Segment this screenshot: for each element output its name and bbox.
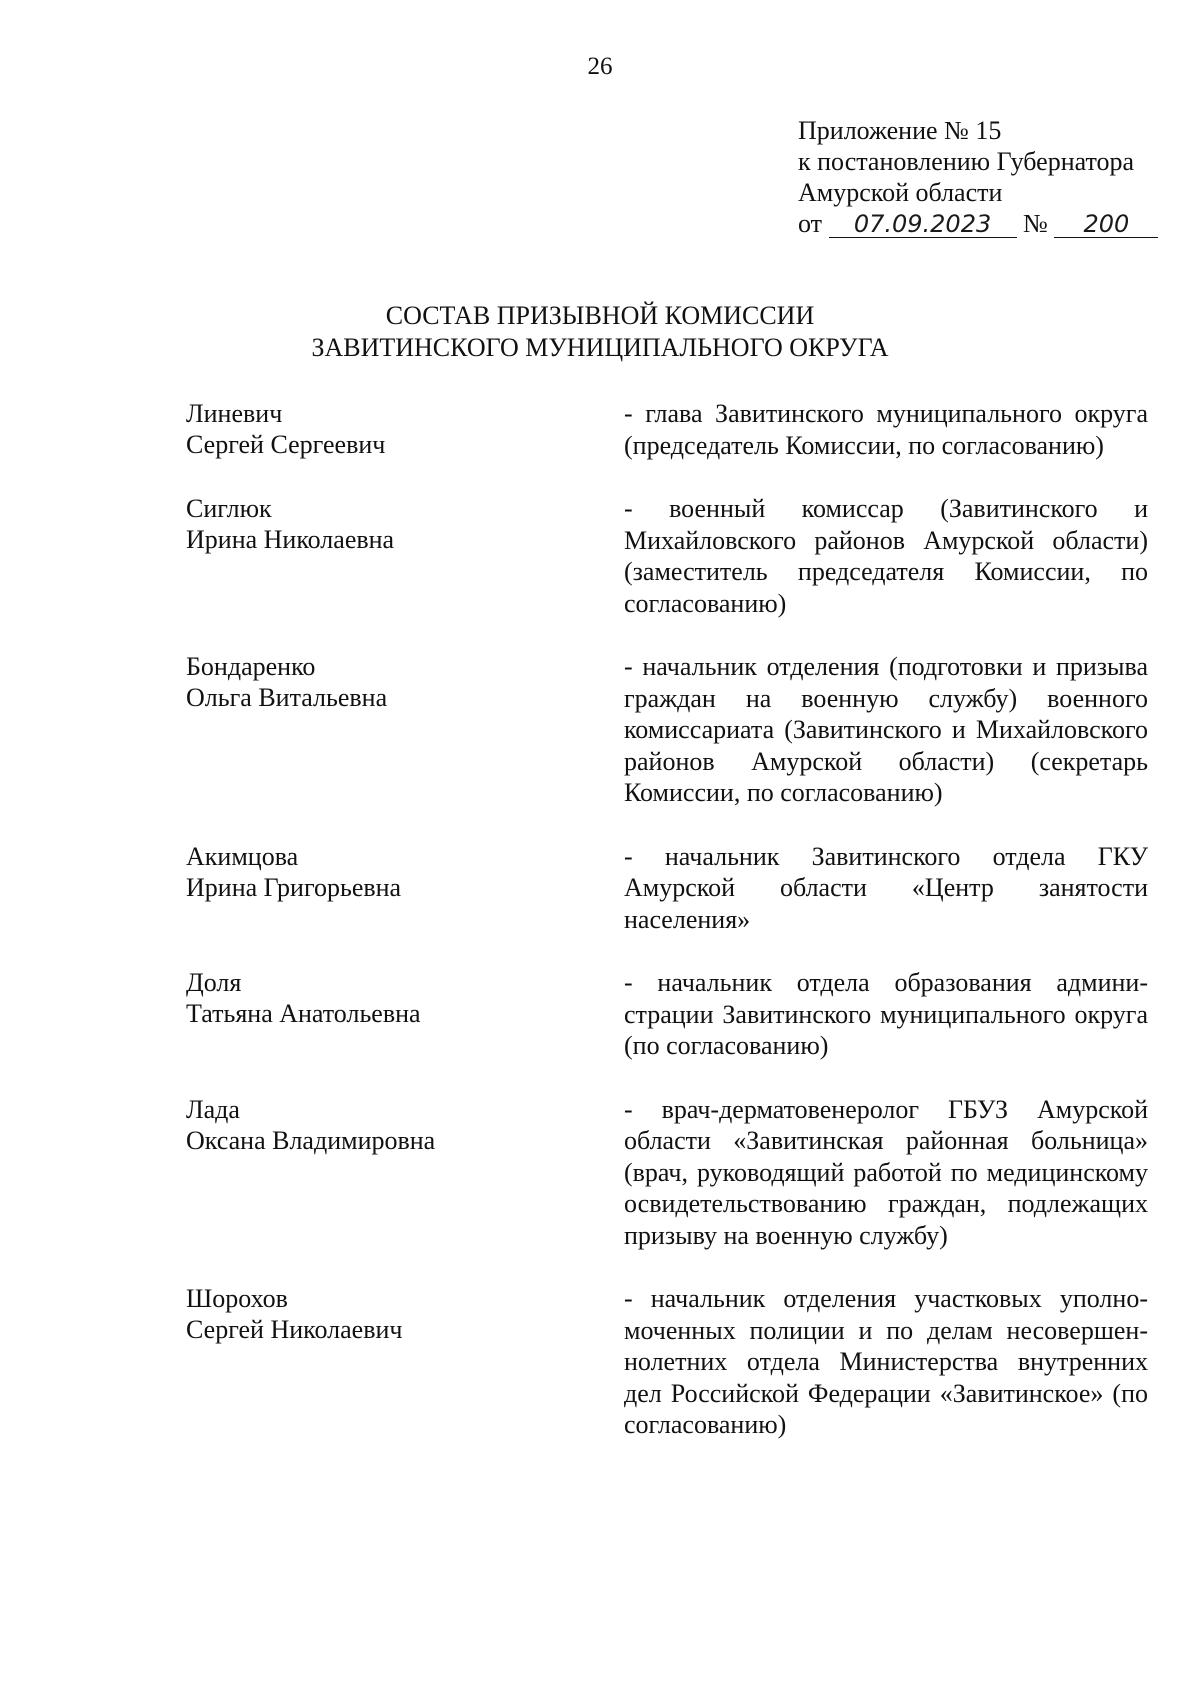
member-surname: Акимцова (186, 841, 299, 871)
from-label: от (798, 209, 823, 238)
member-given-name: Сергей Николаевич (186, 1315, 403, 1344)
appendix-date-number-row (798, 208, 1158, 239)
member-surname: Бондаренко (186, 652, 316, 681)
appendix-header (798, 115, 1158, 239)
member-entry (186, 1094, 1148, 1252)
member-name (186, 493, 624, 619)
member-given-name: Ирина Николаевна (186, 525, 395, 554)
member-role: - начальник Завитинского отдела ГКУ Амурской области «Центр занятости населения» (624, 841, 1148, 934)
member-role: - военный комиссар (Завитинского и Михайловского районов Амурской области) (заместитель председателя Комиссии, по согласованию) (624, 494, 1148, 618)
appendix-line-1: Приложение № 15 (798, 116, 1002, 145)
member-entry (186, 841, 1148, 936)
member-surname: Лада (186, 1094, 240, 1124)
member-name (186, 398, 624, 461)
member-name (186, 967, 624, 1062)
member-entry (186, 1283, 1148, 1441)
member-entry (186, 398, 1148, 461)
title-line-1: СОСТАВ ПРИЗЫВНОЙ КОМИССИИ (385, 301, 815, 330)
member-given-name: Сергей Сергеевич (186, 430, 386, 459)
member-given-name: Ольга Витальевна (186, 683, 388, 712)
handwritten-number: 200 (1054, 211, 1158, 238)
member-surname: Сиглюк (186, 494, 272, 523)
number-label: № (1023, 209, 1048, 238)
member-entry (186, 493, 1148, 619)
member-given-name: Ирина Григорьевна (186, 872, 402, 902)
member-surname: Линевич (186, 399, 283, 428)
document-title (0, 300, 1200, 364)
member-name (186, 1283, 624, 1441)
member-given-name: Оксана Владимировна (186, 1125, 436, 1155)
member-entry (186, 967, 1148, 1062)
member-given-name: Татьяна Анатольевна (186, 999, 421, 1028)
appendix-line-2: к постановлению Губернатора (798, 147, 1135, 176)
member-role: - глава Завитинского муниципального округа (председатель Комиссии, по согласованию) (624, 399, 1148, 460)
member-name (186, 1094, 624, 1252)
member-surname: Шорохов (186, 1284, 288, 1313)
member-name (186, 841, 624, 936)
member-role: - начальник отдела образования администрации Завитинского муниципального округа (по согласованию) (624, 968, 1148, 1060)
commission-members-list (186, 398, 1148, 1473)
handwritten-date: 07.09.2023 (829, 211, 1017, 238)
page-number: 26 (587, 53, 613, 80)
member-entry (186, 651, 1148, 809)
appendix-line-3: Амурской области (798, 178, 1003, 207)
title-line-2: ЗАВИТИНСКОГО МУНИЦИПАЛЬНОГО ОКРУГА (311, 333, 889, 362)
member-surname: Доля (186, 968, 242, 997)
member-role: - врач-дерматовенеролог ГБУЗ Амурской области «Завитинская районная больница» (врач, руководящий работой по медицинскому освидетельствованию граждан, подлежащих призыву на военную службу) (624, 1094, 1148, 1250)
member-role: - начальник отделения (подготовки и призыва граждан на военную службу) военного комиссариата (Завитинского и Михайловского районов Амурской области) (секретарь Комиссии, по согласованию) (624, 652, 1148, 807)
member-name (186, 651, 624, 809)
member-role: - начальник отделения участковых уполномоченных полиции и по делам несовершеннолетних отдела Министерства внутренних дел Российской Федерации «Завитинское» (по согласованию) (624, 1284, 1148, 1439)
